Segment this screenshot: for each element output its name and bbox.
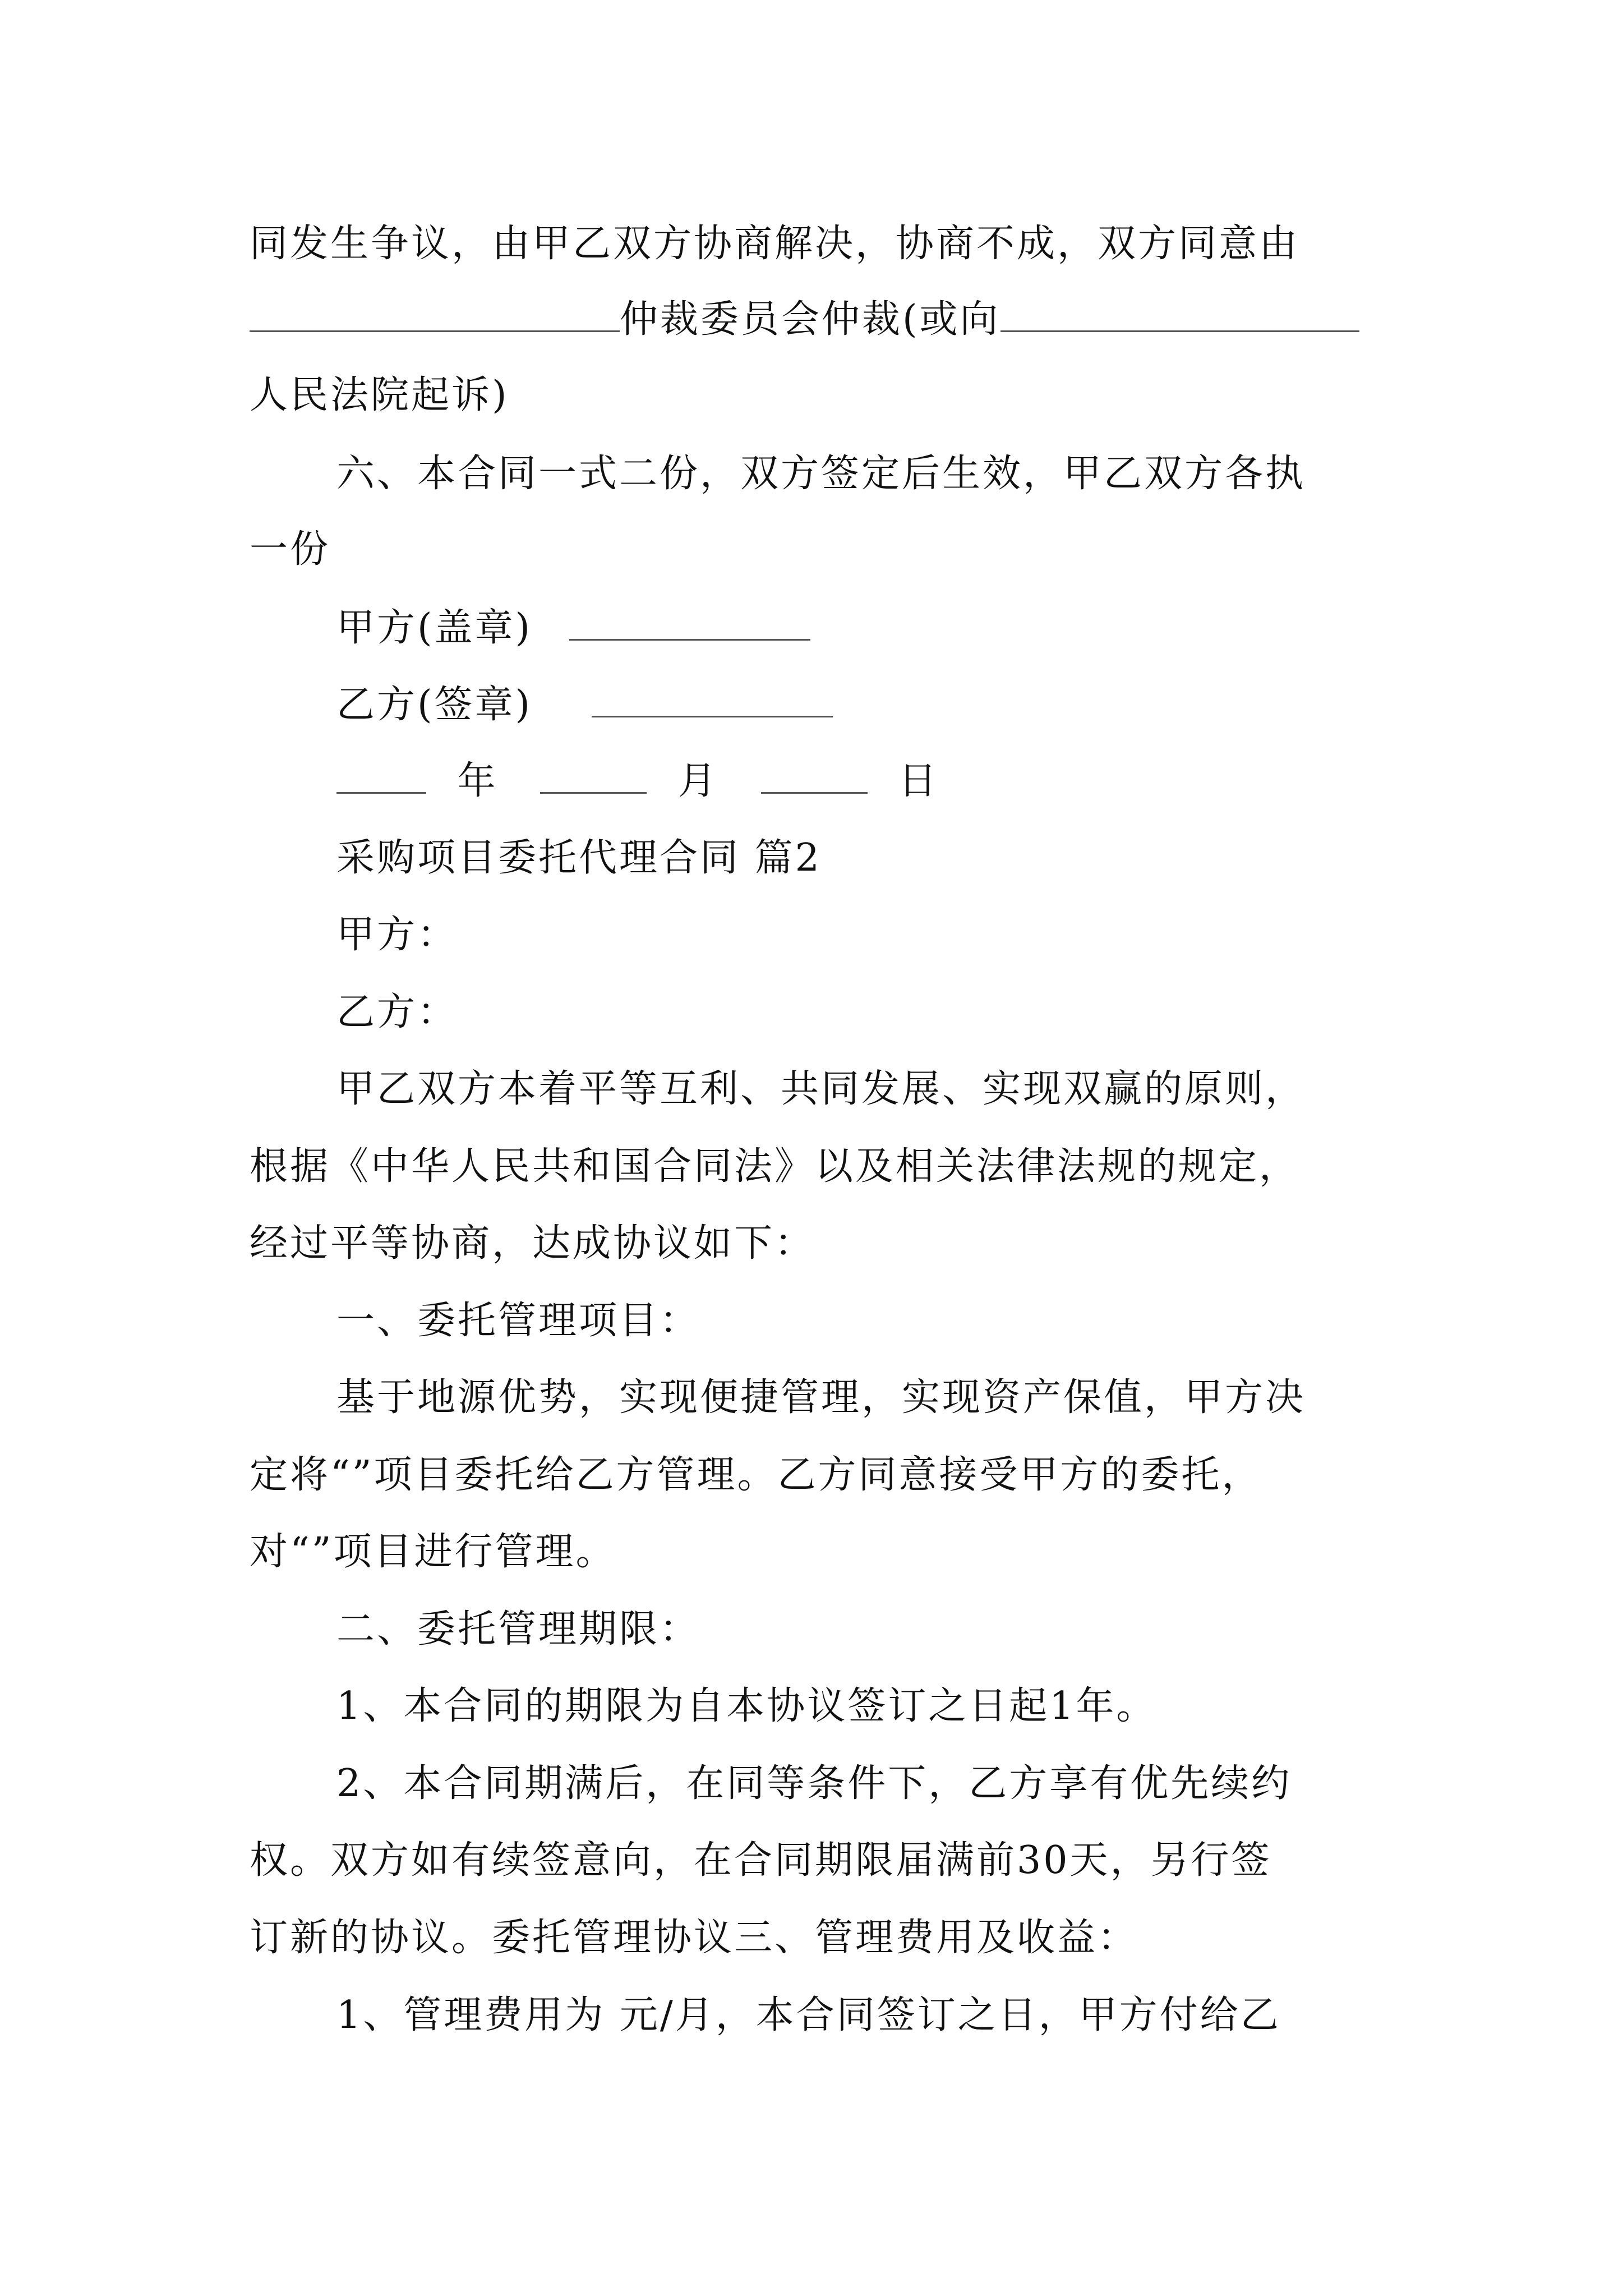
month-label: 月 (677, 759, 718, 803)
paragraph-line (336, 1990, 1281, 2041)
text: 甲方： (336, 913, 458, 957)
text: 人民法院起诉) (250, 373, 509, 417)
text: 基于地源优势，实现便捷管理，实现资产保值，甲方决 (336, 1375, 1306, 1420)
paragraph-line (250, 1835, 1272, 1886)
paragraph-line (336, 1759, 1292, 1809)
text: 一份 (250, 527, 331, 572)
paragraph-line (250, 1913, 1138, 1963)
text: 根据《中华人民共和国合同法》以及相关法律法规的规定， (250, 1144, 1300, 1189)
text: 一、委托管理项目： (336, 1299, 700, 1343)
date-line (336, 756, 939, 807)
paragraph-line (336, 1604, 700, 1655)
paragraph-line (250, 219, 1299, 269)
text: 仲裁委员会仲裁(或向 (620, 297, 1000, 342)
party-b-sign-blank[interactable] (592, 688, 833, 717)
day-blank[interactable] (761, 764, 868, 794)
paragraph-line (250, 370, 509, 421)
paragraph-line (250, 1218, 815, 1269)
text: 乙方： (336, 990, 458, 1034)
signature-line-party-b (336, 680, 833, 730)
text: 采购项目委托代理合同 篇2 (336, 836, 822, 880)
month-blank[interactable] (540, 764, 647, 794)
day-label: 日 (898, 759, 939, 803)
party-a-seal-blank[interactable] (569, 611, 810, 641)
text: 六、本合同一式二份，双方签定后生效，甲乙双方各执 (336, 452, 1306, 496)
text: 订新的协议。委托管理协议三、管理费用及收益： (250, 1916, 1138, 1960)
signature-line-party-a (336, 603, 810, 654)
text: 权。双方如有续签意向，在合同期限届满前30天，另行签 (250, 1838, 1272, 1883)
text: 乙方(签章) (336, 683, 533, 727)
text: 对“”项目进行管理。 (250, 1530, 616, 1574)
paragraph-line (336, 1681, 1157, 1732)
paragraph-line (336, 910, 458, 960)
text: 经过平等协商，达成协议如下： (250, 1221, 815, 1266)
paragraph-line (336, 1373, 1306, 1423)
text: 1、管理费用为 元/月，本合同签订之日，甲方付给乙 (336, 1993, 1281, 2037)
paragraph-line (250, 1527, 616, 1577)
text: 二、委托管理期限： (336, 1607, 700, 1651)
section-title (336, 833, 822, 884)
paragraph-line (336, 449, 1306, 499)
paragraph-line (250, 1142, 1299, 1192)
paragraph-line (336, 1296, 700, 1346)
text: 甲乙双方本着平等互利、共同发展、实现双赢的原则， (336, 1067, 1306, 1111)
paragraph-line (250, 524, 330, 575)
paragraph-line (250, 1450, 1262, 1501)
paragraph-line (250, 295, 1359, 345)
text: 1、本合同的期限为自本协议签订之日起1年。 (336, 1684, 1157, 1728)
arbitration-blank[interactable] (250, 298, 620, 332)
year-label: 年 (457, 759, 498, 803)
text: 同发生争议，由甲乙双方协商解决，协商不成，双方同意由 (250, 222, 1300, 266)
year-blank[interactable] (336, 764, 426, 794)
paragraph-line (336, 1064, 1306, 1115)
court-blank[interactable] (1000, 298, 1359, 332)
text: 定将“”项目委托给乙方管理。乙方同意接受甲方的委托， (250, 1453, 1262, 1497)
paragraph-line (336, 987, 458, 1038)
text: 2、本合同期满后，在同等条件下，乙方享有优先续约 (336, 1761, 1292, 1806)
text: 甲方(盖章) (336, 606, 533, 650)
